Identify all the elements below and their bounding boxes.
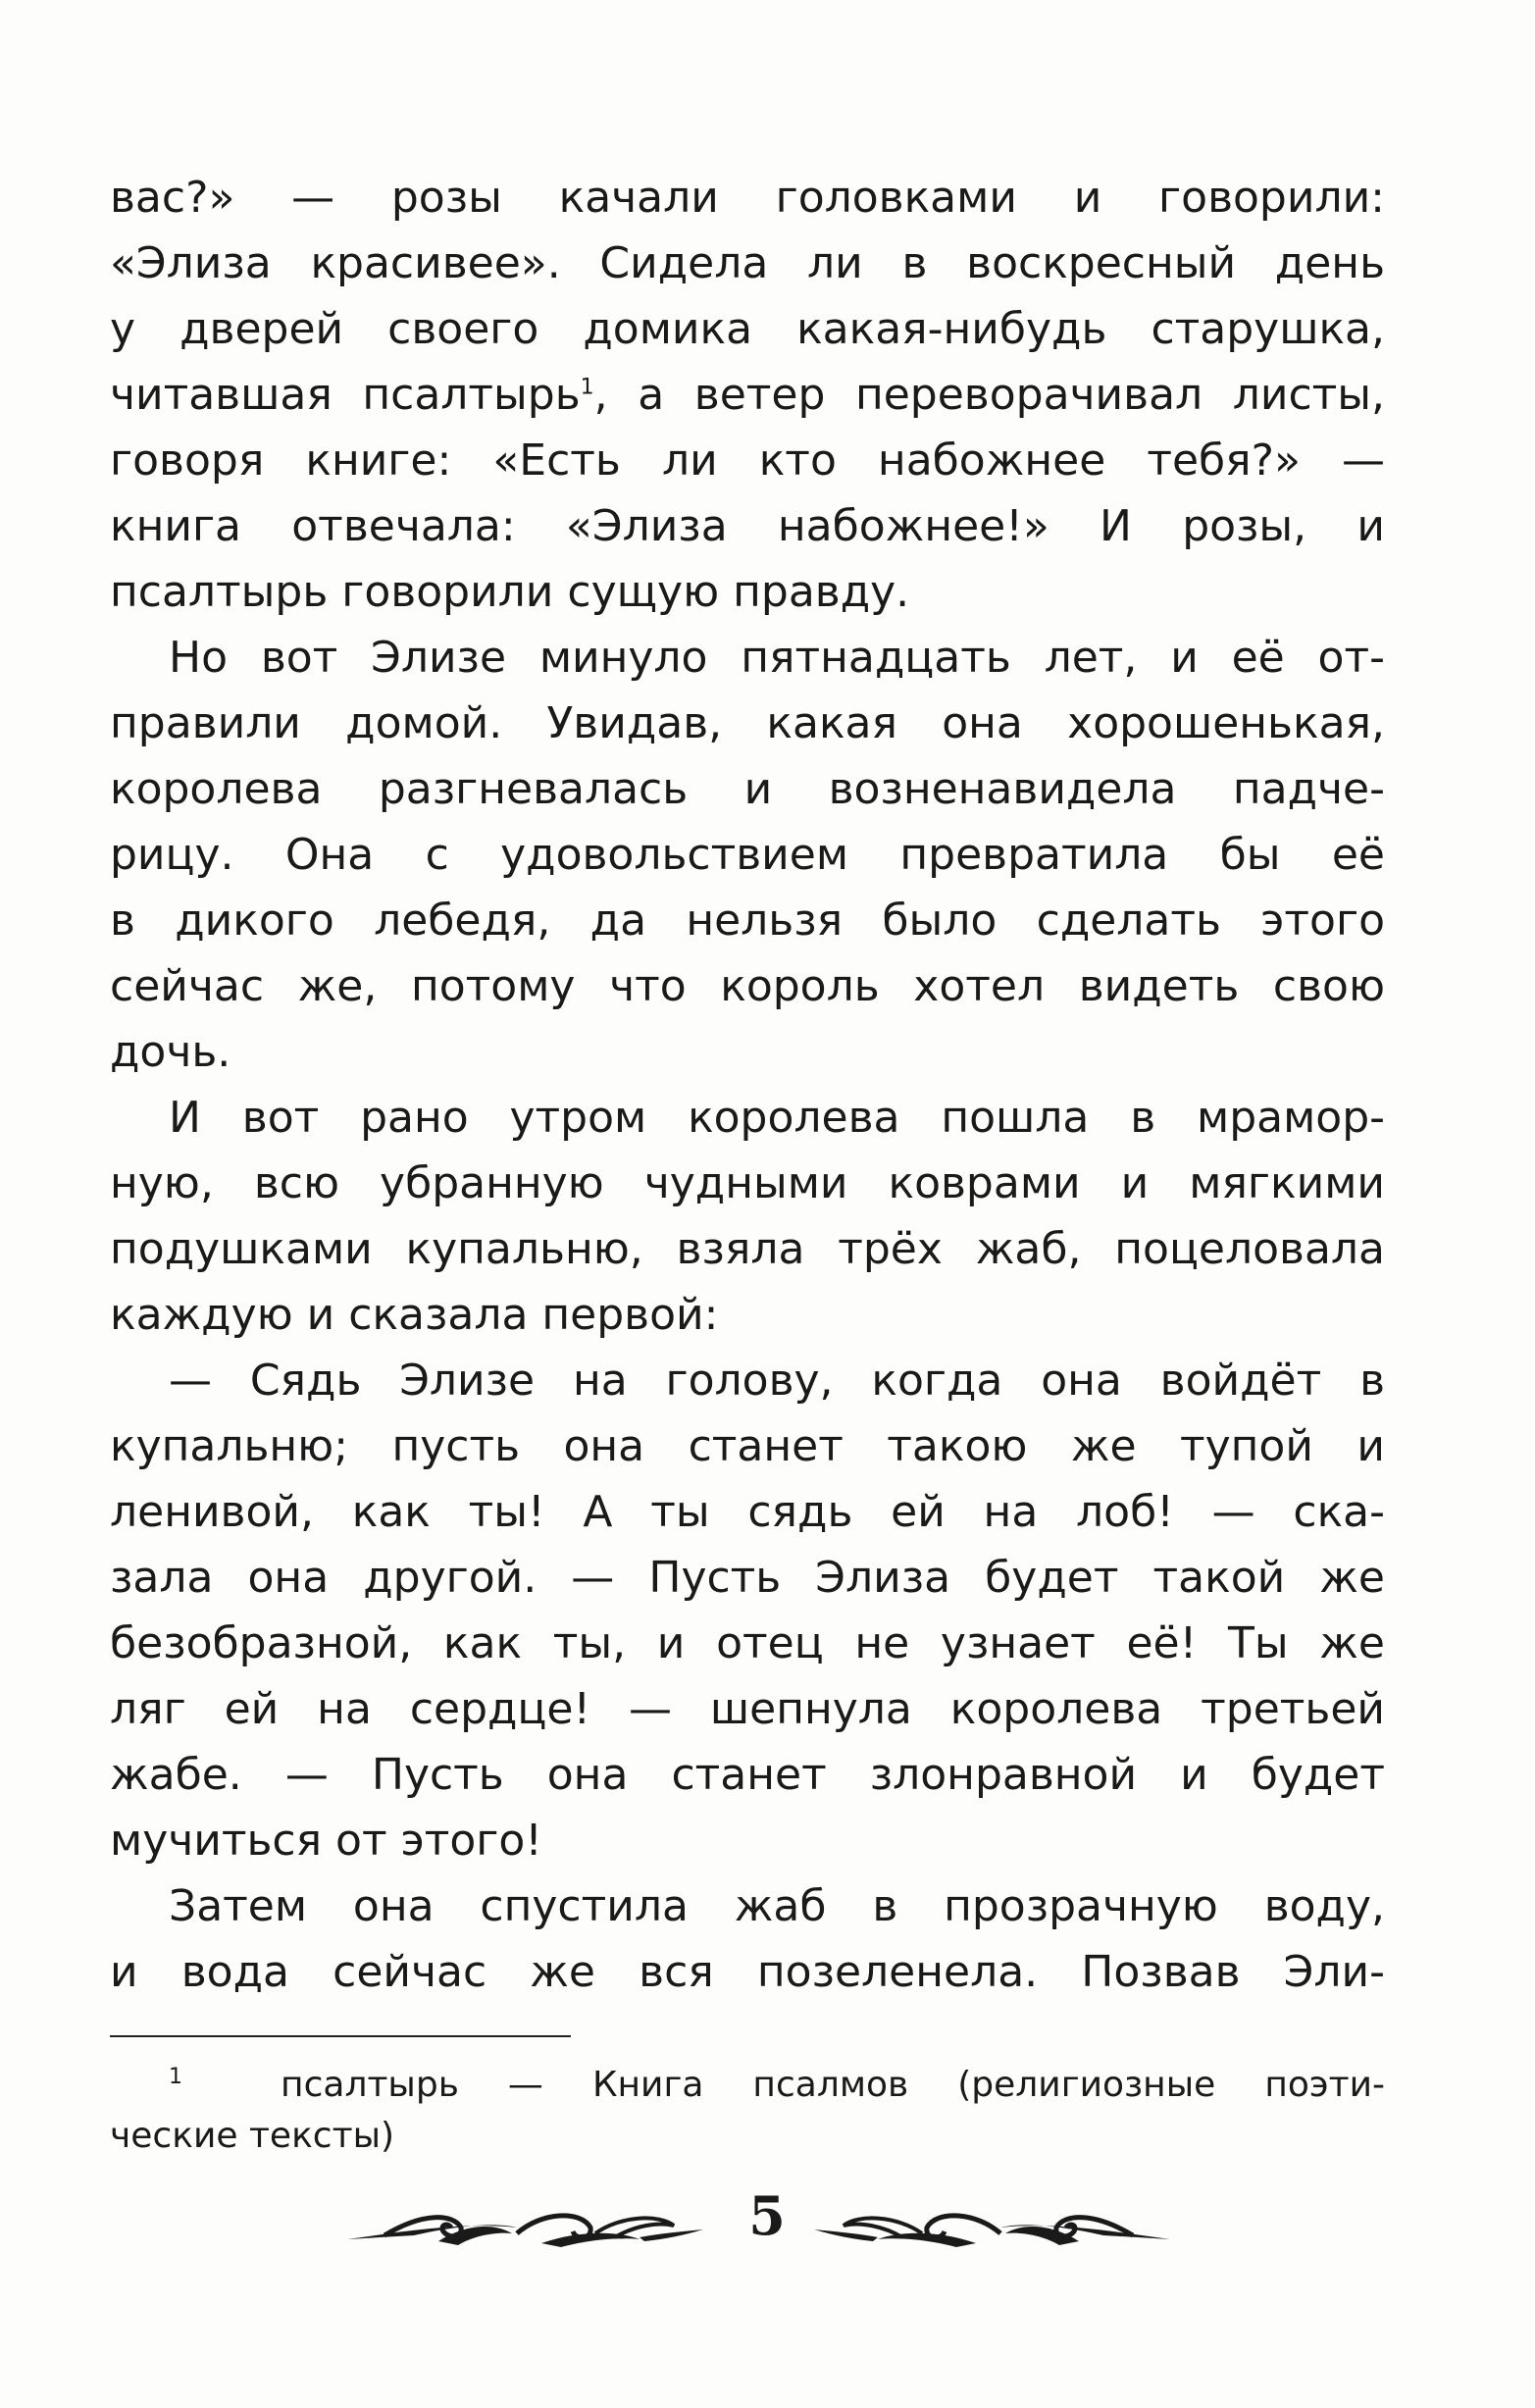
body-text [110, 165, 1385, 2005]
text-line: мучиться от этого! [110, 1816, 542, 1866]
text-line: ную, всю убранную чудными коврами и мягкими [110, 1158, 1385, 1208]
flourish-left-ornament [345, 2192, 708, 2261]
text-line: зала она другой. — Пусть Элиза будет такой же [110, 1553, 1385, 1603]
footnote-reference: 1 [580, 375, 594, 400]
footnote [110, 2060, 1385, 2162]
text-line: в дикого лебедя, да нельзя было сделать этого [110, 896, 1385, 946]
footnote-marker: 1 [169, 2065, 182, 2089]
text-line: псалтырь говорили сущую правду. [110, 567, 910, 617]
text-line [110, 362, 1385, 428]
footnote-line [110, 2060, 1385, 2111]
text-line: — Сядь Элизе на голову, когда она войдёт в [169, 1356, 1385, 1406]
text-segment: , а ветер переворачивал листы, [593, 370, 1385, 420]
text-line: Затем она спустила жаб в прозрачную воду, [169, 1881, 1385, 1931]
page-footer [0, 2182, 1535, 2271]
text-line: ляг ей на сердце! — шепнула королева третьей [110, 1684, 1385, 1734]
text-line: дочь. [110, 1027, 231, 1077]
text-line: ленивой, как ты! А ты сядь ей на лоб! — ска- [110, 1487, 1385, 1537]
text-line: сейчас же, потому что король хотел видеть свою [110, 961, 1385, 1011]
text-line: И вот рано утром королева пошла в мрамор- [169, 1093, 1385, 1143]
text-line: у дверей своего домика какая-нибудь старушка, [110, 304, 1385, 354]
text-line: безобразной, как ты, и отец не узнает её! Ты же [110, 1618, 1385, 1668]
text-line: вас?» — розы качали головками и говорили: [110, 173, 1385, 223]
text-line: говоря книге: «Есть ли кто набожнее тебя?» — [110, 435, 1385, 486]
text-line: купальню; пусть она станет такою же тупой и [110, 1421, 1385, 1471]
page-number: 5 [748, 2184, 786, 2247]
text-line: подушками купальню, взяла трёх жаб, поцеловала [110, 1224, 1385, 1274]
text-line: каждую и сказала первой: [110, 1290, 719, 1340]
text-line: и вода сейчас же вся позеленела. Позвав Эли- [110, 1947, 1385, 1997]
footnote-text: псалтырь — Книга псалмов (религиозные поэти- [281, 2065, 1385, 2105]
text-line: правили домой. Увидав, какая она хорошенькая, [110, 698, 1385, 748]
text-line: «Элиза красивее». Сидела ли в воскресный день [110, 238, 1385, 288]
footnote-line: ческие тексты) [110, 2116, 395, 2156]
text-line: рицу. Она с удовольствием превратила бы её [110, 830, 1385, 880]
text-line: жабе. — Пусть она станет злонравной и будет [110, 1750, 1385, 1800]
footnote-divider [110, 2035, 571, 2037]
text-segment: читавшая псалтырь [110, 370, 581, 420]
text-line: королева разгневалась и возненавидела падче- [110, 764, 1385, 814]
text-line: Но вот Элизе минуло пятнадцать лет, и её от- [169, 633, 1385, 683]
flourish-right-ornament [809, 2192, 1172, 2261]
text-line: книга отвечала: «Элиза набожнее!» И розы, и [110, 501, 1385, 551]
